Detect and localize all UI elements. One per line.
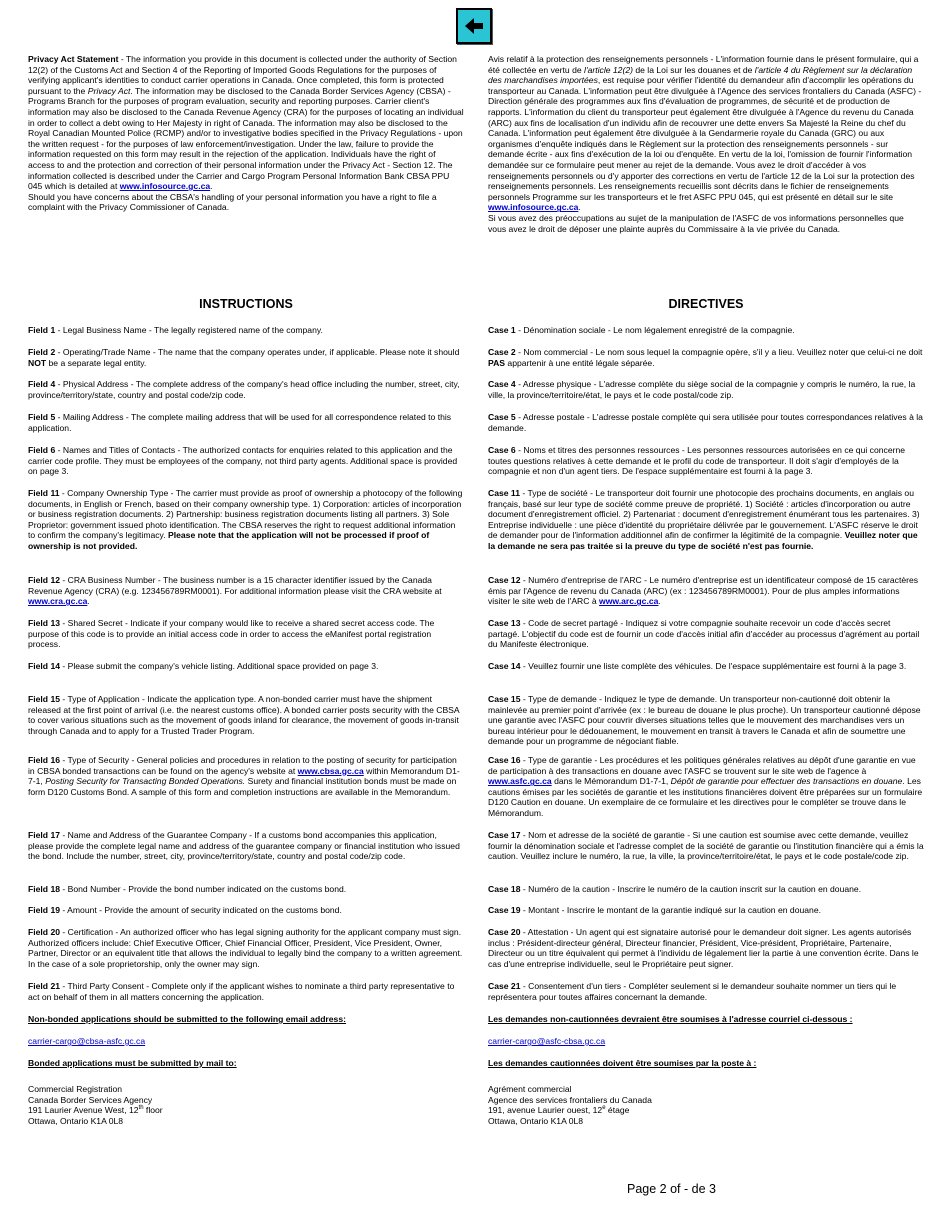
privacy-title: Privacy Act Statement [28, 54, 119, 64]
mailing-address-en: Commercial Registration Canada Border Services Agency 191 Laurier Avenue West, 12th floor Ottawa, Ontario K1A 0L8 [28, 1084, 163, 1126]
field-instruction: Case 5 - Adresse postale - L'adresse postale complète qui sera utilisée pour toutes correspondances relatives à la demande. [488, 412, 923, 433]
field-instruction: Field 11 - Company Ownership Type - The carrier must provide as proof of ownership a photocopy of the following documents, in English or French, based on their company ownership type. 1) Corporation: articles of incorporation or business registration documents. 2) Partnership: business registration documents listing all partners. 3) Sole Proprietor: government issued photo identification. The CBSA reserves the right to request additional information to confirm the company's legitimacy. Please note that the application will not be processed if proof of ownership is not provided. [28, 488, 463, 551]
privacy-complaint-en: Should you have concerns about the CBSA's handling of your personal information you have a right to file a complaint with the Privacy Commissioner of Canada. [28, 191, 437, 213]
field-instruction: Case 14 - Veuillez fournir une liste complète des véhicules. De l'espace supplémentaire est fourni à la page 3. [488, 661, 907, 671]
infosource-link-en[interactable]: www.infosource.gc.ca [119, 181, 211, 192]
field-instructions-fr [488, 325, 924, 1126]
field-instruction: Field 2 - Operating/Trade Name - The name that the company operates under, if applicable. Please note it should NOT be a separate legal entity. [28, 347, 460, 368]
field-instruction: Case 1 - Dénomination sociale - Le nom légalement enregistré de la compagnie. [488, 325, 795, 335]
field-instruction: Field 4 - Physical Address - The complete address of the company's head office including the number, street, city, province/territory/state, country and postal code/zip code. [28, 379, 460, 400]
privacy-statement-en: Privacy Act Statement - The information you provide in this document is collected under the authority of Section 12(2) of the Customs Act and Section 4 of the Reporting of Imported Goods Regulations for the purposes of verifying applicant's identities to conduct carrier operations in Canada. Once completed, this form is protected pursuant to the Privacy Act. The information may be disclosed to the Canada Border Services Agency (CBSA) - Programs Branch for the purposes of program evaluation, security and reporting purposes. Carrier client's information may also be disclosed to the Canada Revenue Agency (CRA) for the purposes of locating an individual in order to collect a debt owing to Her Majesty in right of Canada. The information may also be disclosed to the Royal Canadian Mounted Police (RCMP) and/or to investigative bodies specified in the Privacy Regulations - upon the written request - for the purposes of law enforcement/investigation. Under the law, failure to provide the information requested on this form may result in the rejection of the application. Individuals have the right of access to and the protection and correction of their personal information under the Privacy Act - Section 12. The information collected is described under the Carrier and Cargo Program Personal Information Bank CBSA PPU 045 which is detailed at www.infosource.gc.ca. Should you have concerns about the CBSA's handling of your personal information you have a right to file a complaint with the Privacy Commissioner of Canada. [28, 54, 464, 213]
asfc-link[interactable]: www.asfc.gc.ca [488, 776, 552, 787]
field-instruction: Field 6 - Names and Titles of Contacts - The authorized contacts for enquiries related to this application and the carrier code profile. They must be employees of the company, not third party agents. Additional space is provided on page 3. [28, 445, 458, 477]
email-link-fr[interactable]: carrier-cargo@asfc-cbsa.gc.ca [488, 1036, 606, 1046]
field-instruction: Case 17 - Nom et adresse de la société de garantie - Si une caution est soumise avec cette demande, veuillez fournir la dénomination sociale et l'adresse complet de la société de garantie ou l'institution financière qui a émis la caution. Veuillez inclure le numéro, la rue, la ville, la province/territoire/état, le pays et le code postale/code zip. [488, 830, 924, 862]
infosource-link-fr[interactable]: www.infosource.gc.ca [488, 202, 579, 213]
field-instruction: Case 2 - Nom commercial - Le nom sous lequel la compagnie opère, s'il y a lieu. Veuillez noter que celui-ci ne doit PAS appartenir à une entité légale séparée. [488, 347, 923, 368]
directives-heading: DIRECTIVES [668, 297, 744, 311]
field-instruction: Case 16 - Type de garantie - Les procédures et les politiques générales relatives au dépôt d'une garantie en vue de participation à des transactions en douane avec l'ASFC se trouvent sur le site web de l'agence à www.asfc.gc.ca dans le Mémorandum D1-7-1, Dépôt de garantie pour effectuer des transactions en douane. Les cautions émises par les sociétés de garantie et les institutions financières doivent être préparées sur un formulaire D120 Caution en douane. Un exemplaire de ce formulaire et les directives pour le compléter se trouve dans le Mémorandum. [488, 755, 923, 818]
field-instruction: Field 16 - Type of Security - General policies and procedures in relation to the posting of security for participation in CBSA bonded transactions can be found on the agency's website at www.cbsa.gc.ca within Memorandum D1-7-1, Posting Security for Transacting Bonded Operations. Surety and financial institution bonds must be made on form D120 Customs Bond. A sample of this form and completion instructions are available in the Memorandum. [28, 755, 460, 797]
field-instruction: Field 1 - Legal Business Name - The legally registered name of the company. [28, 325, 323, 335]
field-instruction: Field 20 - Certification - An authorized officer who has legal signing authority for the applicant company must sign. Authorized officers include: Chief Executive Officer, Chief Financial Officer, President, Vice President, Owner, Partner, Director or an equivalent title that allows the individual to legally bind the company to a written agreement. In the case of a sole proprietorship, only the owner may sign. [28, 927, 463, 969]
field-instruction: Field 12 - CRA Business Number - The business number is a 15 character identifier issued by the Canada Revenue Agency (CRA) (e.g. 123456789RM0001). For additional information please visit the CRA website at www.cra.gc.ca. [28, 575, 442, 607]
page-indicator: Page 2 of - de 3 [627, 1182, 716, 1196]
field-instruction: Field 14 - Please submit the company's vehicle listing. Additional space provided on page 3. [28, 661, 379, 671]
privacy-complaint-fr: Si vous avez des préoccupations au sujet de la manipulation de l'ASFC de vos informations personnelles que vous avez le droit de déposer une plainte auprès du Commissaire à la vie privée du Canada. [488, 212, 904, 234]
field-instruction: Case 6 - Noms et titres des personnes ressources - Les personnes ressources autorisées en ce qui concerne toutes questions relatives à cette demande et le profil du code de transporteur. Il doit s'agir d'employés de la compagnie et non d'un agent tiers. De l'espace supplémentaire est fourni à la page 3. [488, 445, 906, 477]
field-instruction: Case 20 - Attestation - Un agent qui est signataire autorisé pour le demandeur doit signer. Les agents autorisés inclus : Président-directeur général, Directeur financier, Président, Vice-président, Propriétaire, Partenaire, Directeur ou un titre équivalent qui permet à l'individu de légalement lier la partie à une convention écrite. Dans le cas d'une entreprise individuelle, seul le Propriétaire peut signer. [488, 927, 919, 969]
field-instructions-en [28, 325, 464, 1126]
field-instruction: Case 12 - Numéro d'entreprise de l'ARC - Le numéro d'entreprise est un identificateur composé de 15 caractères émis par l'Agence de revenu du Canada (ARC) (ex : 123456789RM0001). Pour de plus amples informations visiter le site web de l'ARC à www.arc.gc.ca. [488, 575, 919, 607]
field-instruction: Field 17 - Name and Address of the Guarantee Company - If a customs bond accompanies this application, please provide the complete legal name and address of the guarantee company or financial institution who issued the bond. Include the number, street, city, province/territory/state, country and postal code/zip code. [28, 830, 460, 862]
field-instruction: Case 13 - Code de secret partagé - Indiquez si votre compagnie souhaite recevoir un code d'accès secret partagé. L'objectif du code est de fournir un code d'accès initial afin d'accéder au processus d'agrément au portail du Manifeste électronique. [488, 618, 920, 650]
field-instruction: Case 21 - Consentement d'un tiers - Compléter seulement si le demandeur souhaite nommer un tiers qui le représentera pour toutes affaires concernant la demande. [488, 981, 897, 1002]
field-instruction: Case 15 - Type de demande - Indiquez le type de demande. Un transporteur non-cautionné doit obtenir la mainlevée au premier point d'arrivée (ex : le bureau de douane le plus proche). Un transporteur cautionné dépose une garantie avec l'ASFC pour couvrir diverses situations telles que le mouvement des marchandises vers un bureau intérieur pour le dédouanement, le mouvement en transit à travers le Canada et afin de soumettre une demande pour un programme de négociant fiable. [488, 694, 921, 747]
field-instruction: Field 13 - Shared Secret - Indicate if your company would like to receive a shared secret access code. The purpose of this code is to provide an initial access code in order to access the eManifest portal registration process. [28, 618, 435, 650]
mail-submission-heading-en: Bonded applications must be submitted by mail to: [28, 1058, 237, 1068]
back-button[interactable] [456, 8, 492, 44]
cbsa-link[interactable]: www.cbsa.gc.ca [297, 765, 364, 776]
email-link-en[interactable]: carrier-cargo@cbsa-asfc.gc.ca [28, 1036, 146, 1046]
instructions-heading: INSTRUCTIONS [199, 297, 293, 311]
field-instruction: Field 18 - Bond Number - Provide the bond number indicated on the customs bond. [28, 884, 347, 894]
arc-link[interactable]: www.arc.gc.ca [599, 596, 659, 607]
field-instruction: Field 15 - Type of Application - Indicate the application type. A non-bonded carrier must have the shipment released at the first point of arrival (i.e. the nearest customs office). A bonded carrier posts security with the CBSA to cover various situations such as the movement of goods inland for clearance, the movement of goods in-transit through Canada and to apply for a Trusted Trader Program. [28, 694, 460, 736]
mail-submission-heading-fr: Les demandes cautionnées doivent être soumises par la poste à : [488, 1058, 757, 1068]
field-instruction: Case 11 - Type de société - Le transporteur doit fournir une photocopie des prochains documents, en anglais ou français, basé sur leur type de société comme preuve de propriété. 1) Société : articles d'incorporation ou autre document d'enregistrement officiel. 2) Partenariat : document d'enregistrement énumérant tous les partenaires. 3) Entreprise individuelle : une pièce d'identité du propriétaire délivrée par le gouvernement. L'ASFC réserve le droit de demander pour de l'information additionnel afin de confirmer la légitimité de la compagnie. Veuillez noter que la demande ne sera pas traitée si la preuve du type de société n'est pas fournie. [488, 488, 920, 551]
email-submission-heading-fr: Les demandes non-cautionnées devraient être soumises à l'adresse courriel ci-dessous : [488, 1014, 853, 1024]
mailing-address-fr: Agrément commercial Agence des services frontaliers du Canada 191, avenue Laurier ouest, 12e étage Ottawa, Ontario K1A 0L8 [488, 1084, 652, 1126]
left-arrow-icon [461, 13, 487, 39]
cra-link[interactable]: www.cra.gc.ca [28, 596, 88, 607]
field-instruction: Case 18 - Numéro de la caution - Inscrire le numéro de la caution inscrit sur la caution en douane. [488, 884, 862, 894]
email-submission-heading-en: Non-bonded applications should be submitted to the following email address: [28, 1014, 346, 1024]
field-instruction: Field 19 - Amount - Provide the amount of security indicated on the customs bond. [28, 905, 342, 915]
field-instruction: Case 4 - Adresse physique - L'adresse complète du siège social de la compagnie y compris le numéro, la rue, la ville, la province/territoire/état, le pays et le code postal/code zip. [488, 379, 916, 400]
field-instruction: Field 21 - Third Party Consent - Complete only if the applicant wishes to nominate a third party representative to act on behalf of them in all matters concerning the application. [28, 981, 455, 1002]
field-instruction: Field 5 - Mailing Address - The complete mailing address that will be used for all correspondence related to this application. [28, 412, 452, 433]
field-instruction: Case 19 - Montant - Inscrire le montant de la garantie indiqué sur la caution en douane. [488, 905, 821, 915]
privacy-statement-fr: Avis relatif à la protection des renseignements personnels - L'information fournie dans le présent formulaire, qui a été collectée en vertu de l'article 12(2) de la Loi sur les douanes et de l'article 4 du Règlement sur la déclaration des marchandises importées, est requise pour vérifier l'identité du demandeur afin d'accomplir les opérations du transporteur au Canada. L'information peut être divulguée à l'Agence des services frontaliers du Canada (ASFC) - Direction générale des programmes aux fins d'évaluation de programmes, de sécurité et de production de rapports. L'information du client du transporteur peut également être divulguée à l'Agence du revenu du Canada (ARC) aux fins de localisation d'un individu afin de recouvrer une dette envers Sa Majesté la Reine du chef du Canada. L'information peut également être divulguée à la Gendarmerie royale du Canada (GRC) ou aux organismes d'enquête indiqués dans le Règlement sur la protection des renseignements personnels - sur demande écrite - aux fins d'exécution de la loi ou d'enquête. En vertu de la loi, l'omission de fournir l'information demandée sur ce formulaire peut mener au rejet de la demande. Vous avez le droit d'accéder à vos renseignements personnels ou d'y apporter des corrections en vertu de l'article 12 de la Loi sur la protection des renseignements personnels. Les renseignements recueillis sont décrits dans le fichier de renseignements personnels Programme sur les transporteurs et le fret ASFC PPU 045, qui est présenté en détail sur le site www.infosource.gc.ca. Si vous avez des préoccupations au sujet de la manipulation de l'ASFC de vos informations personnelles que vous avez le droit de déposer une plainte auprès du Commissaire à la vie privée du Canada. [488, 54, 924, 234]
